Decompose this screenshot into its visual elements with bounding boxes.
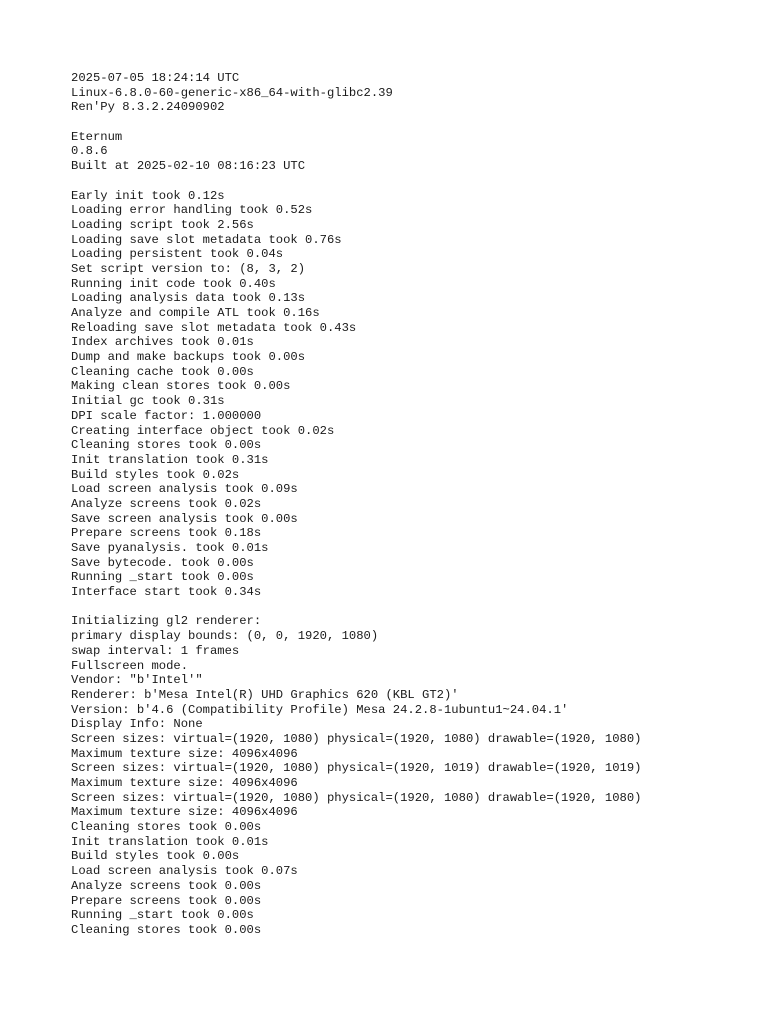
log-line: Build styles took 0.00s	[71, 849, 240, 864]
log-line: Running _start took 0.00s	[71, 908, 254, 923]
log-line: Built at 2025-02-10 08:16:23 UTC	[71, 159, 306, 174]
log-line: Load screen analysis took 0.09s	[71, 482, 298, 497]
log-line: Loading persistent took 0.04s	[71, 247, 284, 262]
log-line: Save screen analysis took 0.00s	[71, 511, 298, 526]
log-line: Version: b'4.6 (Compatibility Profile) Mesa 24.2.8-1ubuntu1~24.04.1'	[71, 702, 569, 717]
log-line: Build styles took 0.02s	[71, 467, 240, 482]
log-line: Screen sizes: virtual=(1920, 1080) physical=(1920, 1080) drawable=(1920, 1080)	[71, 731, 642, 746]
log-line: Dump and make backups took 0.00s	[71, 350, 306, 365]
log-line: Eternum	[71, 129, 123, 144]
log-line: Loading script took 2.56s	[71, 217, 254, 232]
log-line: Save pyanalysis. took 0.01s	[71, 541, 269, 555]
log-line: Screen sizes: virtual=(1920, 1080) physical=(1920, 1019) drawable=(1920, 1019)	[71, 761, 642, 776]
log-line: Reloading save slot metadata took 0.43s	[71, 320, 357, 335]
log-line: Save bytecode. took 0.00s	[71, 555, 254, 570]
log-line	[71, 115, 751, 130]
log-line: swap interval: 1 frames	[71, 643, 240, 658]
log-line: Fullscreen mode.	[71, 658, 189, 673]
log-line: Initializing gl2 renderer:	[71, 614, 262, 629]
log-line: Running _start took 0.00s	[71, 570, 254, 585]
log-line: Loading analysis data took 0.13s	[71, 291, 306, 306]
log-line: Screen sizes: virtual=(1920, 1080) physical=(1920, 1080) drawable=(1920, 1080)	[71, 790, 642, 805]
log-line: primary display bounds: (0, 0, 1920, 1080)	[71, 629, 379, 644]
log-line: Set script version to: (8, 3, 2)	[71, 261, 306, 276]
log-line: Load screen analysis took 0.07s	[71, 864, 298, 879]
log-line: Analyze screens took 0.02s	[71, 496, 262, 511]
log-line: Cleaning stores took 0.00s	[71, 922, 262, 937]
log-line: Initial gc took 0.31s	[71, 394, 225, 409]
log-line: Creating interface object took 0.02s	[71, 423, 335, 438]
log-line: Early init took 0.12s	[71, 188, 225, 203]
log-line: Init translation took 0.31s	[71, 452, 269, 467]
log-line: Loading save slot metadata took 0.76s	[71, 232, 342, 247]
log-text-document	[71, 71, 751, 938]
log-line: Running init code took 0.40s	[71, 276, 276, 291]
log-line: Ren'Py 8.3.2.24090902	[71, 100, 225, 115]
log-line: Init translation took 0.01s	[71, 834, 269, 849]
log-line: 2025-07-05 18:24:14 UTC	[71, 71, 240, 85]
log-line: Index archives took 0.01s	[71, 335, 254, 350]
log-line: Analyze and compile ATL took 0.16s	[71, 306, 320, 320]
log-line: DPI scale factor: 1.000000	[71, 408, 262, 423]
log-line: Vendor: "b'Intel'"	[71, 673, 203, 688]
log-line	[71, 600, 751, 615]
log-line: Prepare screens took 0.00s	[71, 893, 262, 908]
log-line: Cleaning stores took 0.00s	[71, 438, 262, 453]
log-line: Prepare screens took 0.18s	[71, 526, 262, 541]
log-line: Cleaning cache took 0.00s	[71, 364, 254, 379]
log-line: Maximum texture size: 4096x4096	[71, 776, 298, 790]
log-line: Interface start took 0.34s	[71, 585, 262, 600]
log-line: 0.8.6	[71, 144, 108, 159]
log-line: Maximum texture size: 4096x4096	[71, 746, 298, 761]
log-line: Display Info: None	[71, 717, 203, 732]
log-line: Making clean stores took 0.00s	[71, 379, 291, 394]
log-line: Linux-6.8.0-60-generic-x86_64-with-glibc2.39	[71, 85, 393, 100]
log-line: Loading error handling took 0.52s	[71, 203, 313, 218]
log-line: Cleaning stores took 0.00s	[71, 820, 262, 835]
log-line: Renderer: b'Mesa Intel(R) UHD Graphics 620 (KBL GT2)'	[71, 687, 459, 702]
log-line: Maximum texture size: 4096x4096	[71, 805, 298, 820]
log-line	[71, 174, 751, 189]
log-line: Analyze screens took 0.00s	[71, 878, 262, 893]
